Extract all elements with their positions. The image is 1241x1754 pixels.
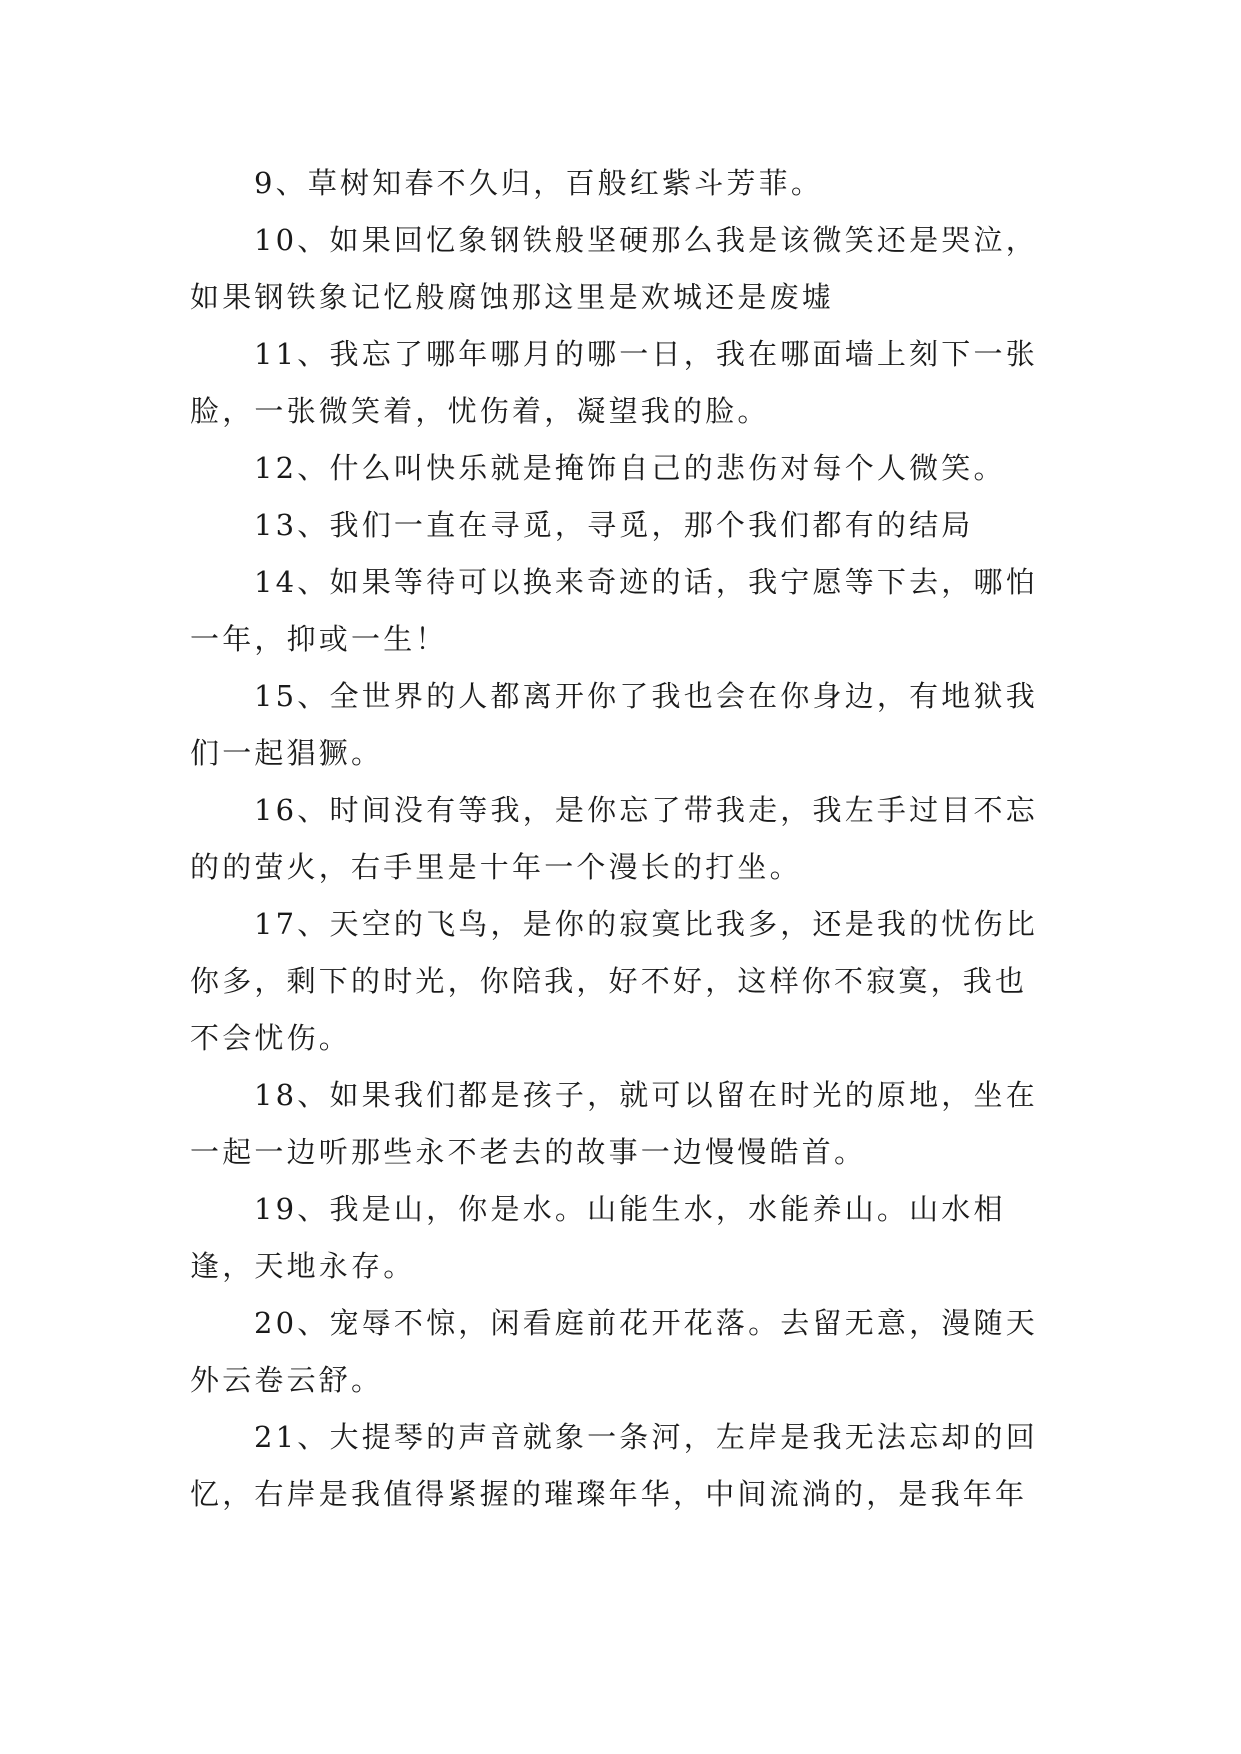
paragraph: 9、草树知春不久归，百般红紫斗芳菲。: [254, 166, 824, 200]
paragraph: 18、如果我们都是孩子，就可以留在时光的原地，坐在一起一边听那些永不老去的故事一边慢慢皓首。: [190, 1078, 1038, 1169]
document-body: [190, 155, 1050, 1523]
paragraph: 21、大提琴的声音就象一条河，左岸是我无法忘却的回忆，右岸是我值得紧握的璀璨年华，中间流淌的，是我年年: [190, 1420, 1038, 1511]
paragraph: 10、如果回忆象钢铁般坚硬那么我是该微笑还是哭泣，如果钢铁象记忆般腐蚀那这里是欢城还是废墟: [190, 223, 1038, 314]
paragraph: 13、我们一直在寻觅，寻觅，那个我们都有的结局: [254, 508, 974, 542]
paragraph: 11、我忘了哪年哪月的哪一日，我在哪面墙上刻下一张脸，一张微笑着，忧伤着，凝望我的脸。: [190, 337, 1038, 428]
paragraph: 14、如果等待可以换来奇迹的话，我宁愿等下去，哪怕一年，抑或一生！: [190, 565, 1038, 656]
paragraph: 16、时间没有等我，是你忘了带我走，我左手过目不忘的的萤火，右手里是十年一个漫长的打坐。: [190, 793, 1038, 884]
paragraph: 12、什么叫快乐就是掩饰自己的悲伤对每个人微笑。: [254, 451, 1006, 485]
paragraph: 19、我是山，你是水。山能生水，水能养山。山水相逢，天地永存。: [190, 1192, 1006, 1283]
paragraph: 15、全世界的人都离开你了我也会在你身边，有地狱我们一起猖獗。: [190, 679, 1038, 770]
paragraph: 17、天空的飞鸟，是你的寂寞比我多，还是我的忧伤比你多，剩下的时光，你陪我，好不好，这样你不寂寞，我也不会忧伤。: [190, 907, 1038, 1055]
paragraph: 20、宠辱不惊，闲看庭前花开花落。去留无意，漫随天外云卷云舒。: [190, 1306, 1038, 1397]
